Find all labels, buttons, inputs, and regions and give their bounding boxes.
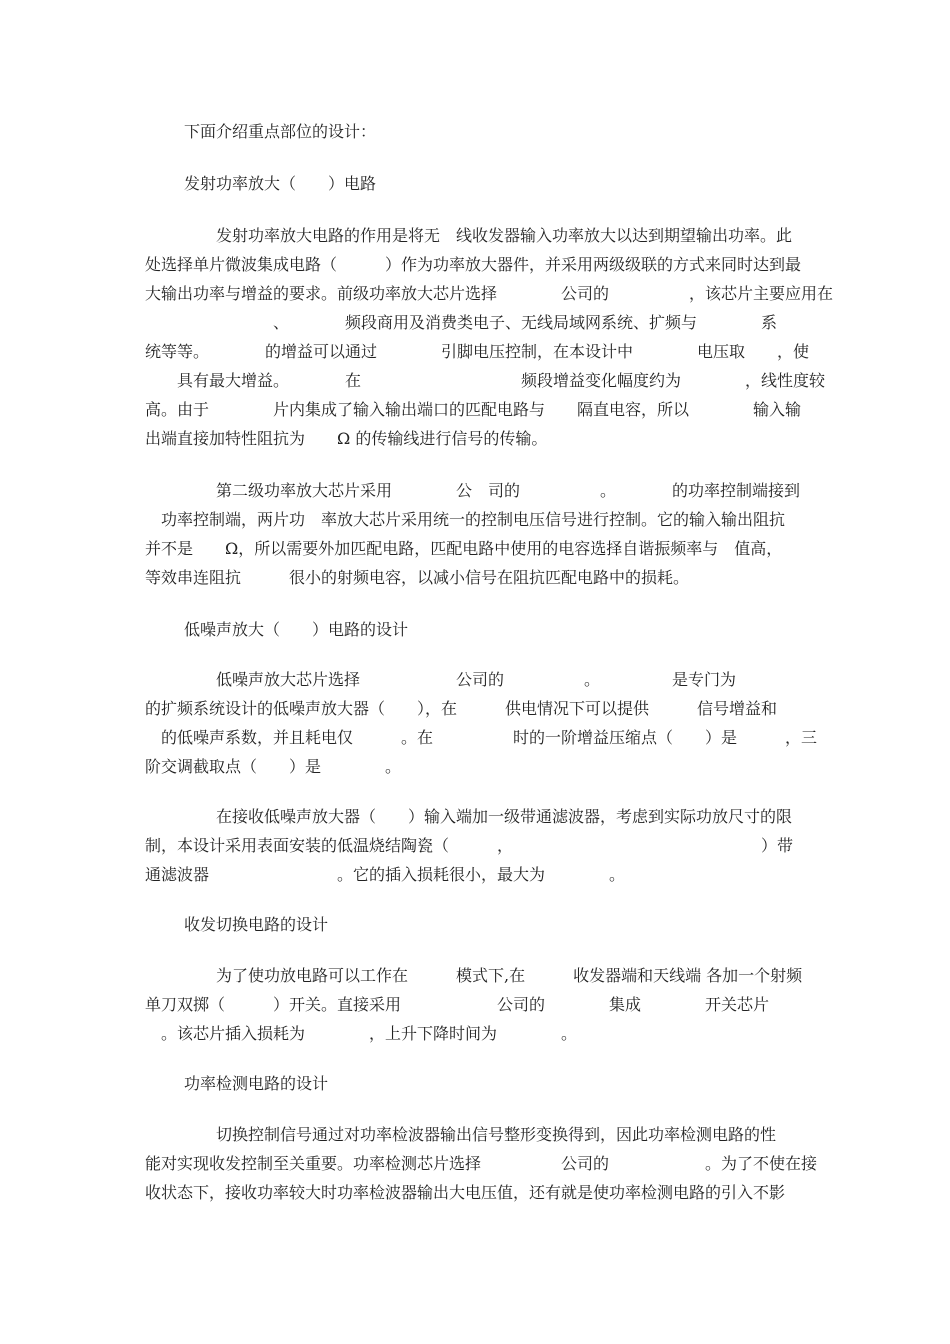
paragraph-line: 制，本设计采用表面安装的低温烧结陶瓷（ ， ）带 — [145, 836, 794, 855]
paragraph-line: 单刀双掷（ ）开关。直接采用 公司的 集成 开关芯片 — [145, 995, 770, 1014]
paragraph-line: 能对实现收发控制至关重要。功率检测芯片选择 公司的 。为了不使在接 — [145, 1154, 818, 1173]
paragraph-line: 通滤波器 。它的插入损耗很小，最大为 。 — [145, 865, 626, 884]
paragraph-line: 发射功率放大电路的作用是将无 线收发器输入功率放大以达到期望输出功率。此 — [216, 226, 793, 245]
paragraph-line: 的低噪声系数，并且耗电仅 。在 时的一阶增益压缩点（ ）是 ，三 — [145, 728, 818, 747]
paragraph-line: 在接收低噪声放大器（ ）输入端加一级带通滤波器，考虑到实际功放尺寸的限 — [216, 807, 793, 826]
paragraph-line: 大输出功率与增益的要求。前级功率放大芯片选择 公司的 ，该芯片主要应用在 — [145, 284, 834, 303]
paragraph-line: 等效串连阻抗 很小的射频电容，以减小信号在阻抗匹配电路中的损耗。 — [145, 568, 690, 587]
paragraph-line: 的扩频系统设计的低噪声放大器（ ），在 供电情况下可以提供 信号增益和 — [145, 699, 778, 718]
heading-power-detection: 功率检测电路的设计 — [184, 1074, 329, 1093]
paragraph-line: 切换控制信号通过对功率检波器输出信号整形变换得到，因此功率检测电路的性 — [216, 1125, 777, 1144]
paragraph-line: 高。由于 片内集成了输入输出端口的匹配电路与 隔直电容，所以 输入输 — [145, 400, 802, 419]
paragraph-line: 。该芯片插入损耗为 ，上升下降时间为 。 — [145, 1024, 578, 1043]
paragraph-line: 并不是 Ω，所以需要外加匹配电路，匹配电路中使用的电容选择自谐振频率与 值高， — [145, 539, 783, 558]
paragraph-line: 收状态下，接收功率较大时功率检波器输出大电压值，还有就是使功率检测电路的引入不影 — [145, 1183, 786, 1202]
paragraph-line: 为了使功放电路可以工作在 模式下,在 收发器端和天线端 各加一个射频 — [216, 966, 803, 985]
paragraph-line: 统等等。 的增益可以通过 引脚电压控制，在本设计中 电压取 ，使 — [145, 342, 810, 361]
paragraph-line: 出端直接加特性阻抗为 Ω 的传输线进行信号的传输。 — [145, 429, 548, 448]
paragraph-line: 低噪声放大芯片选择 公司的 。 是专门为 — [216, 670, 737, 689]
paragraph-line: 、 频段商用及消费类电子、无线局域网系统、扩频与 系 — [145, 313, 778, 332]
paragraph-line: 处选择单片微波集成电路（ ）作为功率放大器件，并采用两级级联的方式来同时达到最 — [145, 255, 802, 274]
paragraph-line: 第二级功率放大芯片采用 公 司的 。 的功率控制端接到 — [216, 481, 801, 500]
section-intro: 下面介绍重点部位的设计： — [184, 122, 377, 141]
heading-tx-amplifier: 发射功率放大（ ）电路 — [184, 174, 377, 193]
paragraph-line: 功率控制端，两片功 率放大芯片采用统一的控制电压信号进行控制。它的输入输出阻抗 — [145, 510, 786, 529]
paragraph-line: 阶交调截取点（ ）是 。 — [145, 757, 402, 776]
heading-tr-switch: 收发切换电路的设计 — [184, 915, 329, 934]
heading-lna: 低噪声放大（ ）电路的设计 — [184, 620, 409, 639]
paragraph-line: 具有最大增益。 在 频段增益变化幅度约为 ，线性度较 — [145, 371, 826, 390]
